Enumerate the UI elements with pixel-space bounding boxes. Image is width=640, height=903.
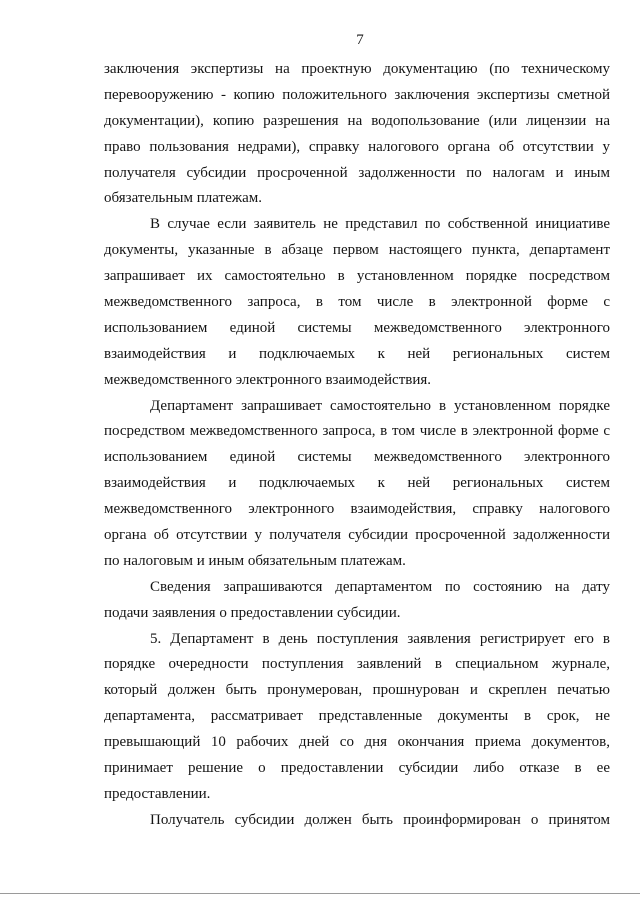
text-line: документации), копию разрешения на водопользование (или лицензии на <box>104 112 610 129</box>
text-line: посредством межведомственного запроса, в том числе в электронной форме с <box>104 423 610 440</box>
scan-bottom-edge <box>0 893 640 894</box>
text-line: В случае если заявитель не представил по собственной инициативе <box>150 216 610 233</box>
text-line: органа об отсутствии у получателя субсидии просроченной задолженности <box>104 527 610 544</box>
text-line: межведомственного электронного взаимодействия. <box>104 371 432 388</box>
text-line: использованием единой системы межведомственного электронного <box>104 449 610 466</box>
text-line: предоставлении. <box>104 785 211 802</box>
text-line: порядке очередности поступления заявлений в специальном журнале, <box>104 656 610 673</box>
text-line: перевооружению - копию положительного заключения экспертизы сметной <box>104 86 610 103</box>
text-line: получателя субсидии просроченной задолженности по налогам и иным <box>104 164 610 181</box>
text-line: документы, указанные в абзаце первом настоящего пункта, департамент <box>104 242 610 259</box>
text-line: право пользования недрами), справку налогового органа об отсутствии у <box>104 138 610 155</box>
text-line: департамента, рассматривает представленные документы в срок, не <box>104 708 610 725</box>
text-line: Получатель субсидии должен быть проинформирован о принятом <box>150 811 610 828</box>
document-body <box>104 57 610 834</box>
text-line: обязательным платежам. <box>104 190 262 207</box>
text-line: подачи заявления о предоставлении субсидии. <box>104 604 401 621</box>
text-line: принимает решение о предоставлении субсидии либо отказе в ее <box>104 760 610 777</box>
text-line: запрашивает их самостоятельно в установленном порядке посредством <box>104 268 610 285</box>
paragraph-item-5 <box>104 627 610 808</box>
text-line: 5. Департамент в день поступления заявления регистрирует его в <box>150 630 610 647</box>
text-line: взаимодействия и подключаемых к ней региональных систем <box>104 475 610 492</box>
text-line: использованием единой системы межведомственного электронного <box>104 319 610 336</box>
paragraph-date-of-info <box>104 575 610 627</box>
paragraph-notification <box>104 808 610 834</box>
text-line: превышающий 10 рабочих дней со дня окончания приема документов, <box>104 734 610 751</box>
text-line: заключения экспертизы на проектную документацию (по техническому <box>104 61 610 77</box>
text-line: межведомственного запроса, в том числе в электронной форме с <box>104 294 610 311</box>
paragraph-continuation <box>104 57 610 212</box>
paragraph-tax-certificate <box>104 394 610 575</box>
text-line: взаимодействия и подключаемых к ней региональных систем <box>104 345 610 362</box>
text-line: который должен быть пронумерован, прошнурован и скреплен печатью <box>104 682 610 699</box>
page-number: 7 <box>356 32 364 48</box>
text-line: Департамент запрашивает самостоятельно в установленном порядке <box>150 397 610 414</box>
paragraph-request-documents <box>104 212 610 393</box>
text-line: Сведения запрашиваются департаментом по состоянию на дату <box>150 578 610 595</box>
text-line: межведомственного электронного взаимодействия, справку налогового <box>104 501 610 518</box>
text-line: по налоговым и иным обязательным платежам. <box>104 552 406 569</box>
